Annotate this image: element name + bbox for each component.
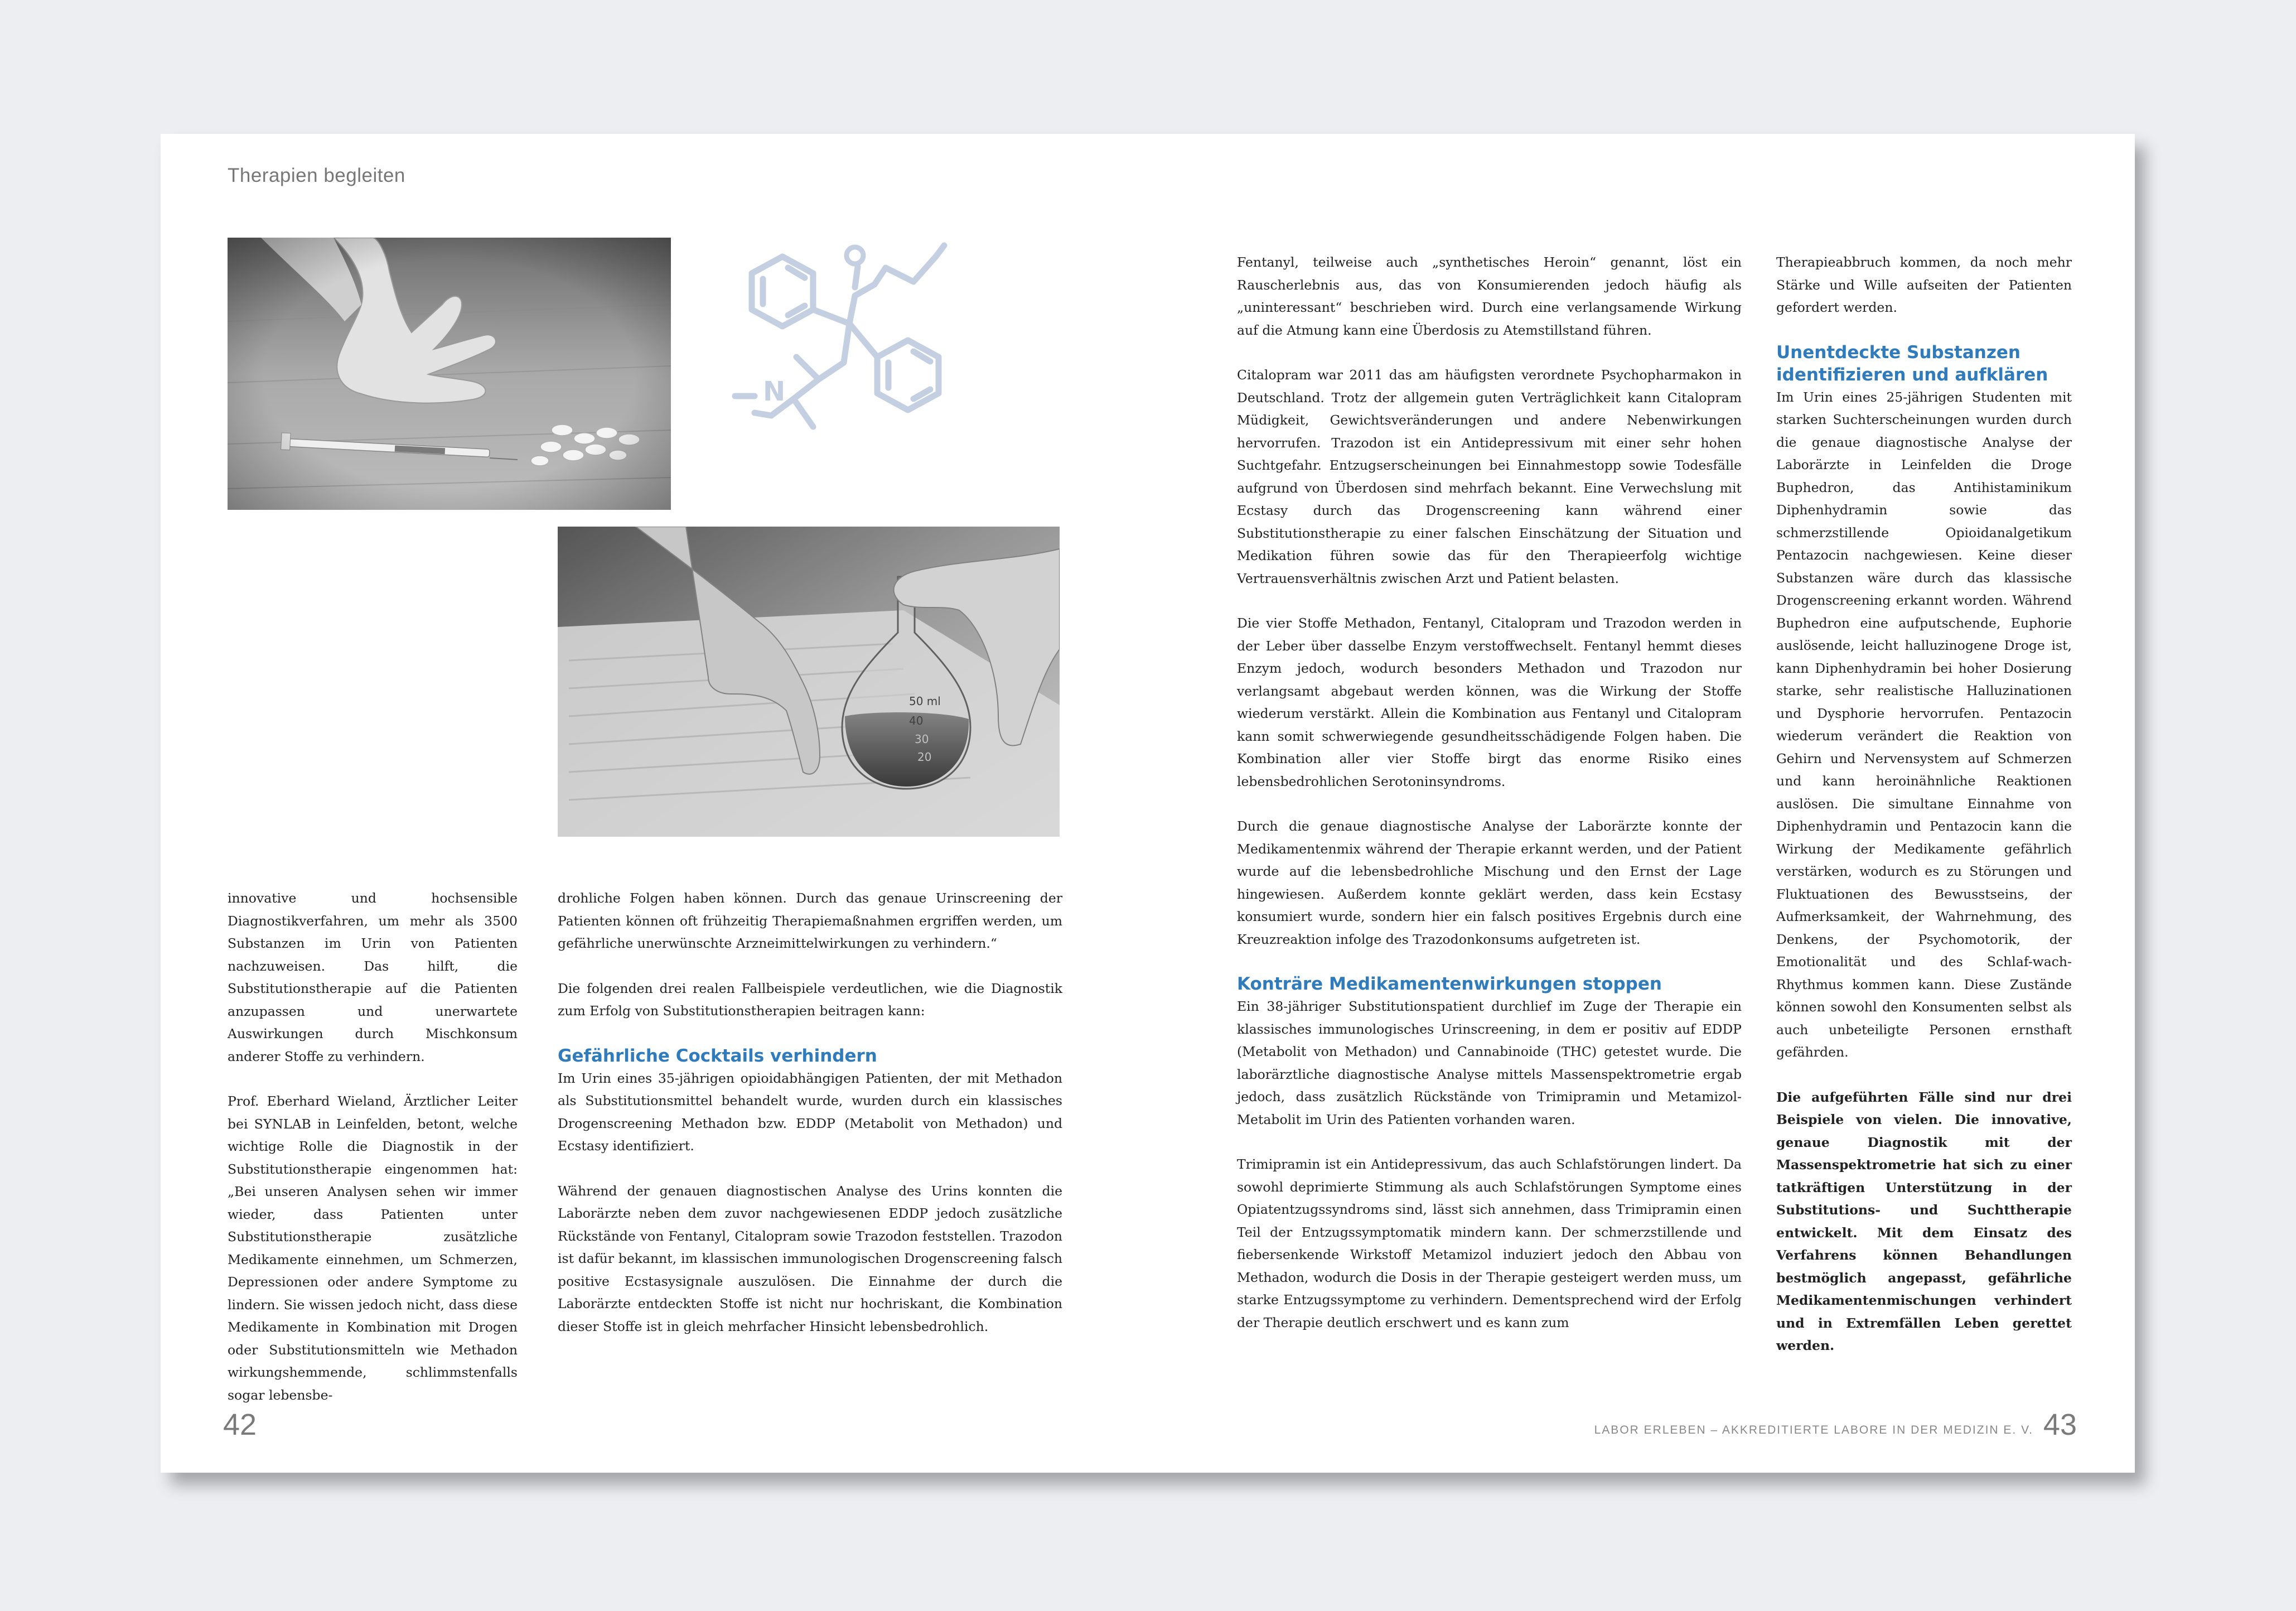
nitrogen-label: N xyxy=(763,376,786,407)
paragraph: innovative und hochsensible Diagnostikverfahren, um mehr als 3500 Substanzen im Urin von Patienten nachzuweisen. Das hilft, die Substitutionstherapie auf die Patienten anzupassen und unerwartete Auswirkungen durch Mischkonsum anderer Stoffe zu verhindern. xyxy=(228,890,518,1064)
paragraph: Therapieabbruch kommen, da noch mehr Stärke und Wille aufseiten der Patienten gefordert werden. xyxy=(1776,254,2072,315)
section-heading: Konträre Medikamentenwirkungen stoppen xyxy=(1237,974,1662,994)
paragraph: Citalopram war 2011 das am häufigsten verordnete Psychopharmakon in Deutschland. Trotz der allgemein guten Verträglichkeit kann Citalopram Müdigkeit, Gewichtsveränderungen und andere Nebenwirkungen hervorrufen. Trazodon ist ein Antidepressivum mit einer sehr hohen Suchtgefahr. Entzugserscheinungen bei Einnahmestopp sowie Todesfälle aufgrund von Überdosen sind mehrfach bekannt. Eine Verwechslung mit Ecstasy durch das Drogenscreening kann während einer Substitutionstherapie zu einer falschen Einschätzung der Situation und Medikation führen sowie das für den Therapieerfolg wichtige Vertrauensverhältnis zwischen Arzt und Patient belasten. xyxy=(1237,367,1742,586)
paragraph: Im Urin eines 35-jährigen opioidabhängigen Patienten, der mit Methadon als Substitutionsmittel behandelt wurde, wurden durch ein klassisches Drogenscreening Methadon bzw. EDDP (Metabolit von Methadon) und Ecstasy identifiziert. xyxy=(558,1070,1062,1154)
methadone-structure-icon xyxy=(729,234,1042,474)
flask-mark-30: 30 xyxy=(915,732,929,746)
section-heading: Unentdeckte Substanzen identifizieren und aufklären xyxy=(1776,342,2048,385)
closing-paragraph: Die aufgeführten Fälle sind nur drei Beispiele von vielen. Die innovative, genaue Diagnostik mit der Massenspektrometrie hat sich zu einer tatkräftigen Unterstützung in der Substitutions- und Suchttherapie entwickelt. Mit dem Einsatz des Verfahrens können Behandlungen bestmöglich angepasst, gefährliche Medikamentenmischungen verhindert und in Extremfällen Leben gerettet werden. xyxy=(1776,1089,2072,1353)
paragraph: Fentanyl, teilweise auch „synthetisches Heroin“ genannt, löst ein Rauscherlebnis aus, das von Konsumierenden jedoch häufig als „uninteressant“ beschrieben wird. Durch eine verlangsamende Wirkung auf die Atmung kann eine Überdosis zu Atemstillstand führen. xyxy=(1237,254,1742,338)
page-number-right: 43 xyxy=(2043,1408,2077,1441)
flask-mark-40: 40 xyxy=(909,714,924,727)
paragraph: Trimipramin ist ein Antidepressivum, das auch Schlafstörungen lindert. Da sowohl deprimierte Stimmung als auch Schlafstörungen Symptome eines Opiatentzugssyndroms sind, lässt sich annehmen, dass Trimipramin einen Teil der Entzugssymptomatik mindern kann. Der schmerzstillende und fiebersenkende Wirkstoff Metamizol induziert jedoch den Abbau von Methadon, wodurch die Dosis in der Therapie gesteigert werden muss, um starke Entzugssymptome zu verhindern. Dementsprechend wird der Erfolg der Therapie deutlich erschwert und es kann zum xyxy=(1237,1156,1742,1330)
gloved-hands-flask-photo xyxy=(558,527,1060,837)
paragraph: Die vier Stoffe Methadon, Fentanyl, Citalopram und Trazodon werden in der Leber über dasselbe Enzym verstoffwechselt. Fentanyl hemmt dieses Enzym jedoch, wodurch besonders Methadon und Trazodon nur verlangsamt abgebaut werden können, was die Wirkung der Stoffe wiederum verstärkt. Allein die Kombination aus Fentanyl und Citalopram kann somit schwerwiegende gesundheitsschädigende Folgen haben. Die Kombination aller vier Stoffe birgt das enorme Risiko eines lebensbedrohlichen Serotoninsyndroms. xyxy=(1237,615,1742,789)
paragraph: Ein 38-jähriger Substitutionspatient durchlief im Zuge der Therapie ein klassisches immunologisches Urinscreening, in dem er positiv auf EDDP (Metabolit von Methadon) und Cannabinoide (THC) getestet wurde. Die laborärztliche diagnostische Analyse mittels Massenspektrometrie ergab jedoch, dass zusätzlich Rückstände von Trimipramin und Metamizol-Metabolit im Urin des Patienten vorhanden waren. xyxy=(1237,999,1742,1127)
hand-pills-syringe-photo xyxy=(228,238,671,510)
text-column-2 xyxy=(558,887,1062,1338)
text-column-1 xyxy=(228,887,518,1406)
paragraph: drohliche Folgen haben können. Durch das genaue Urinscreening der Patienten können oft frühzeitig Therapiemaßnahmen ergriffen werden, um gefährliche unerwünschte Arzneimittelwirkungen zu verhindern.“ xyxy=(558,890,1062,951)
paragraph: Durch die genaue diagnostische Analyse der Laborärzte konnte der Medikamentenmix während der Therapie erkannt werden, und der Patient wurde auf die lebensbedrohliche Mischung und den Ernst der Lage hingewiesen. Außerdem konnte geklärt werden, dass kein Ecstasy konsumiert wurde, sondern hier ein falsch positives Ergebnis durch eine Kreuzreaktion infolge des Trazodonkonsums aufgetreten ist. xyxy=(1237,818,1742,947)
paragraph: Während der genauen diagnostischen Analyse des Urins konnten die Laborärzte neben dem zuvor nachgewiesenen EDDP jedoch zusätzliche Rückstände von Fentanyl, Citalopram sowie Trazodon feststellen. Trazodon ist dafür bekannt, im klassischen immunologischen Drogenscreening falsch positive Ecstasysignale auszulösen. Die Einnahme der durch die Laborärzte entdeckten Stoffe ist nicht nur hochriskant, die Kombination dieser Stoffe ist in gleich mehrfacher Hinsicht lebensbedrohlich. xyxy=(558,1183,1062,1334)
section-title: Therapien begleiten xyxy=(228,165,405,186)
flask-mark-50: 50 ml xyxy=(909,694,941,708)
text-column-3 xyxy=(1237,251,1742,1334)
paragraph: Im Urin eines 25-jährigen Studenten mit starken Suchterscheinungen wurden durch die genaue diagnostische Analyse der Laborärzte in Leinfelden die Droge Buphedron, das Antihistaminikum Diphenhydramin sowie das schmerzstillende Opioidanalgetikum Pentazocin nachgewiesen. Keine dieser Substanzen wäre durch das klassische Drogenscreening erkannt worden. Während Buphedron eine aufputschende, Euphorie auslösende, leicht halluzinogene Droge ist, kann Diphenhydramin bei hoher Dosierung starke, sehr realistische Halluzinationen und Dysphorie hervorrufen. Pentazocin wiederum verändert die Reaktion von Gehirn und Nervensystem auf Schmerzen und kann heroinähnliche Reaktionen auslösen. Die simultane Einnahme von Diphenhydramin und Pentazocin kann die Wirkung der Medikamente gefährlich verstärken, wodurch es zu Störungen und Fluktuationen des Bewusstseins, der Aufmerksamkeit, der Wahrnehmung, des Denkens, der Psychomotorik, der Emotionalität und des Schlaf-wach-Rhythmus kommen kann. Diese Zustände können sowohl den Konsumenten selbst als auch unbeteiligte Personen ernsthaft gefährden. xyxy=(1776,389,2072,1060)
paragraph: Die folgenden drei realen Fallbeispiele verdeutlichen, wie die Diagnostik zum Erfolg von Substitutionstherapien beitragen kann: xyxy=(558,980,1062,1019)
section-heading: Gefährliche Cocktails verhindern xyxy=(558,1045,877,1066)
paragraph: Prof. Eberhard Wieland, Ärztlicher Leiter bei SYNLAB in Leinfelden, betont, welche wichtige Rolle die Diagnostik in der Substitutionstherapie eingenommen hat: „Bei unseren Analysen sehen wir immer wieder, dass Patienten unter Substitutionstherapie zusätzliche Medikamente einnehmen, um Schmerzen, Depressionen oder andere Symptome zu lindern. Sie wissen jedoch nicht, dass diese Medikamente in Kombination mit Drogen oder Substitutionsmitteln wie Methadon wirkungshemmende, schlimmstenfalls sogar lebensbe- xyxy=(228,1093,518,1403)
magazine-spread xyxy=(161,134,2135,1473)
text-column-4 xyxy=(1776,251,2072,1357)
flask-mark-20: 20 xyxy=(917,750,932,764)
page-number-left: 42 xyxy=(223,1408,257,1441)
running-title: LABOR ERLEBEN – AKKREDITIERTE LABORE IN DER MEDIZIN E. V. xyxy=(1594,1424,2033,1436)
